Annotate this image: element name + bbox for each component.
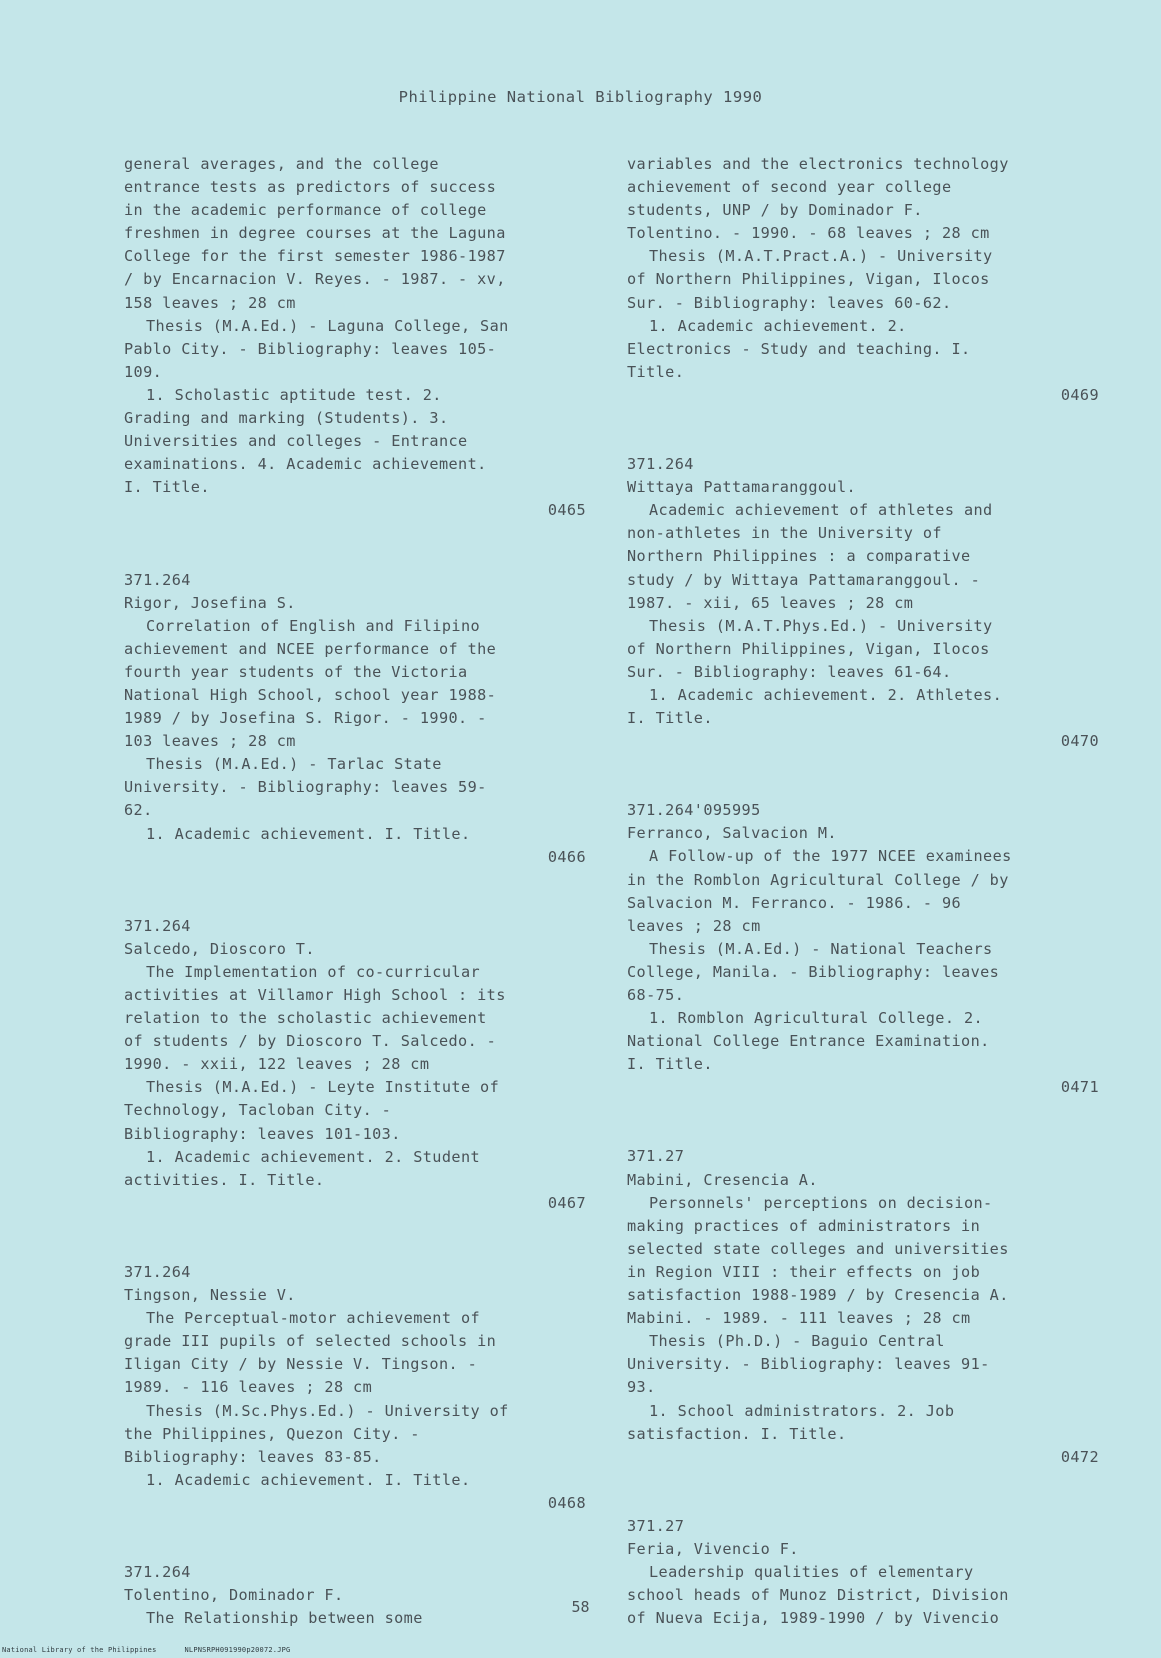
- entry-subjects: 1. Romblon Agricultural College. 2. National College Entrance Examination. I. Title.: [627, 1009, 990, 1074]
- scan-footer: [2, 1646, 290, 1654]
- entry-thesis-note: Thesis (M.A.Ed.) - Tarlac State University. - Bibliography: leaves 59- 62.: [124, 755, 487, 820]
- entry-subjects: 1. Academic achievement. I. Title.: [146, 824, 471, 843]
- running-header: Philippine National Bibliography 1990: [398, 88, 763, 106]
- entry-number: 0467: [547, 1193, 586, 1212]
- entry-thesis-note: Thesis (M.A.T.Pract.A.) - University of Northern Philippines, Vigan, Ilocos Sur. - Bibliography: leaves 60-62.: [627, 247, 993, 312]
- class-number: 371.264: [124, 1262, 191, 1281]
- entry-author: Wittaya Pattamaranggoul.: [627, 478, 857, 497]
- entry-author: Feria, Vivencio F.: [627, 1539, 799, 1558]
- entry-subjects: 1. Academic achievement. 2. Electronics - Study and teaching. I. Title.: [627, 316, 971, 381]
- entry-author: Rigor, Josefina S.: [124, 593, 296, 612]
- entry-subjects: 1. School administrators. 2. Job satisfaction. I. Title.: [627, 1401, 955, 1443]
- entry-0467: [124, 915, 586, 1215]
- footer-library: National Library of the Philippines: [2, 1646, 157, 1654]
- entry-0465: [124, 153, 586, 523]
- page-number: 58: [571, 1598, 590, 1616]
- entry-thesis-note: Thesis (M.A.Ed.) - Leyte Institute of Technology, Tacloban City. - Bibliography: leaves 101-103.: [124, 1078, 500, 1143]
- entry-0469: [627, 153, 1099, 407]
- entry-author: Tingson, Nessie V.: [124, 1286, 296, 1305]
- class-number: 371.264'095995: [627, 801, 761, 820]
- class-number: 371.27: [627, 1516, 685, 1535]
- entry-title: The Implementation of co-curricular activities at Villamor High School : its relation to the scholastic achievement of students / by Dioscoro T. Salcedo. - 1990. - xxii, 122 leaves ; 28 cm: [124, 962, 506, 1074]
- entry-thesis-note: Thesis (M.A.Ed.) - Laguna College, San Pablo City. - Bibliography: leaves 105- 109.: [124, 316, 509, 381]
- class-number: 371.264: [124, 570, 191, 589]
- entry-0468: [124, 1261, 586, 1515]
- entry-number: 0472: [1060, 1447, 1099, 1466]
- entry-0471: [627, 799, 1099, 1099]
- left-column: [124, 153, 586, 1630]
- class-number: 371.264: [627, 455, 694, 474]
- entry-number: 0465: [547, 501, 586, 520]
- entry-number: 0466: [547, 847, 586, 866]
- entry-title: A Follow-up of the 1977 NCEE examinees in the Romblon Agricultural College / by Salvacion M. Ferranco. - 1986. - 96 leaves ; 28 cm: [627, 847, 1012, 935]
- entry-title: variables and the electronics technology achievement of second year college students, UNP / by Dominador F. Tolentino. - 1990. - 68 leaves ; 28 cm: [627, 155, 1009, 243]
- entry-title: Leadership qualities of elementary school heads of Munoz District, Division of Nueva Ecija, 1989-1990 / by Vivencio: [627, 1562, 1009, 1628]
- entry-thesis-note: Thesis (M.A.T.Phys.Ed.) - University of Northern Philippines, Vigan, Ilocos Sur. - Bibliography: leaves 61-64.: [627, 616, 993, 681]
- entry-0466: [124, 569, 586, 869]
- entry-0472: [627, 1145, 1099, 1468]
- entry-0470: [627, 453, 1099, 753]
- entry-thesis-note: Thesis (M.A.Ed.) - National Teachers College, Manila. - Bibliography: leaves 68-75.: [627, 939, 1000, 1004]
- right-column: [627, 153, 1099, 1630]
- entry-subjects: 1. Academic achievement. 2. Student activities. I. Title.: [124, 1147, 481, 1189]
- entry-thesis-note: Thesis (M.Sc.Phys.Ed.) - University of the Philippines, Quezon City. - Bibliography: leaves 83-85.: [124, 1401, 509, 1466]
- entry-title: general averages, and the college entrance tests as predictors of success in the academic performance of college freshmen in degree courses at the Laguna College for the first semester 1986-1987 / by Encarnacion V. Reyes. - 1987. - xv, 158 leaves ; 28 cm: [124, 155, 506, 312]
- entry-author: Salcedo, Dioscoro T.: [124, 939, 315, 958]
- entry-title: Correlation of English and Filipino achievement and NCEE performance of the fourth year students of the Victoria National High School, school year 1988- 1989 / by Josefina S. Rigor. - 1990. - 103 leaves ; 28 cm: [124, 616, 497, 751]
- entry-title: The Perceptual-motor achievement of grade III pupils of selected schools in Iligan City / by Nessie V. Tingson. - 1989. - 116 leaves ; 28 cm: [124, 1309, 497, 1397]
- entry-subjects: 1. Academic achievement. 2. Athletes. I. Title.: [627, 685, 1003, 728]
- entry-subjects: 1. Scholastic aptitude test. 2. Grading and marking (Students). 3. Universities and colleges - Entrance examinations. 4. Academic achievement. I. Title.: [124, 385, 487, 497]
- entry-number: 0471: [1060, 1078, 1099, 1097]
- entry-number: 0468: [547, 1493, 586, 1512]
- entry-title: Academic achievement of athletes and non-athletes in the University of Northern Philippines : a comparative study / by Wittaya Pattamaranggoul. - 1987. - xii, 65 leaves ; 28 cm: [627, 501, 993, 612]
- entry-number: 0470: [1060, 732, 1099, 751]
- entry-0469-start: [124, 1561, 586, 1630]
- class-number: 371.264: [124, 1562, 191, 1581]
- class-number: 371.264: [124, 916, 191, 935]
- entry-author: Mabini, Cresencia A.: [627, 1170, 818, 1189]
- entry-thesis-note: Thesis (Ph.D.) - Baguio Central University. - Bibliography: leaves 91- 93.: [627, 1332, 990, 1397]
- entry-author: Tolentino, Dominador F.: [124, 1586, 344, 1605]
- entry-title: The Relationship between some: [146, 1609, 423, 1628]
- entry-author: Ferranco, Salvacion M.: [627, 824, 837, 843]
- footer-filename: NLPNSRPH091990p20072.JPG: [184, 1646, 291, 1654]
- entry-subjects: 1. Academic achievement. I. Title.: [146, 1470, 471, 1489]
- class-number: 371.27: [627, 1147, 685, 1166]
- entry-title: Personnels' perceptions on decision- making practices of administrators in selected state colleges and universities in Region VIII : their effects on job satisfaction 1988-1989 / by Cresencia A. Mabini. - 1989. - 111 leaves ; 28 cm: [627, 1193, 1009, 1328]
- entry-number: 0469: [1060, 385, 1099, 404]
